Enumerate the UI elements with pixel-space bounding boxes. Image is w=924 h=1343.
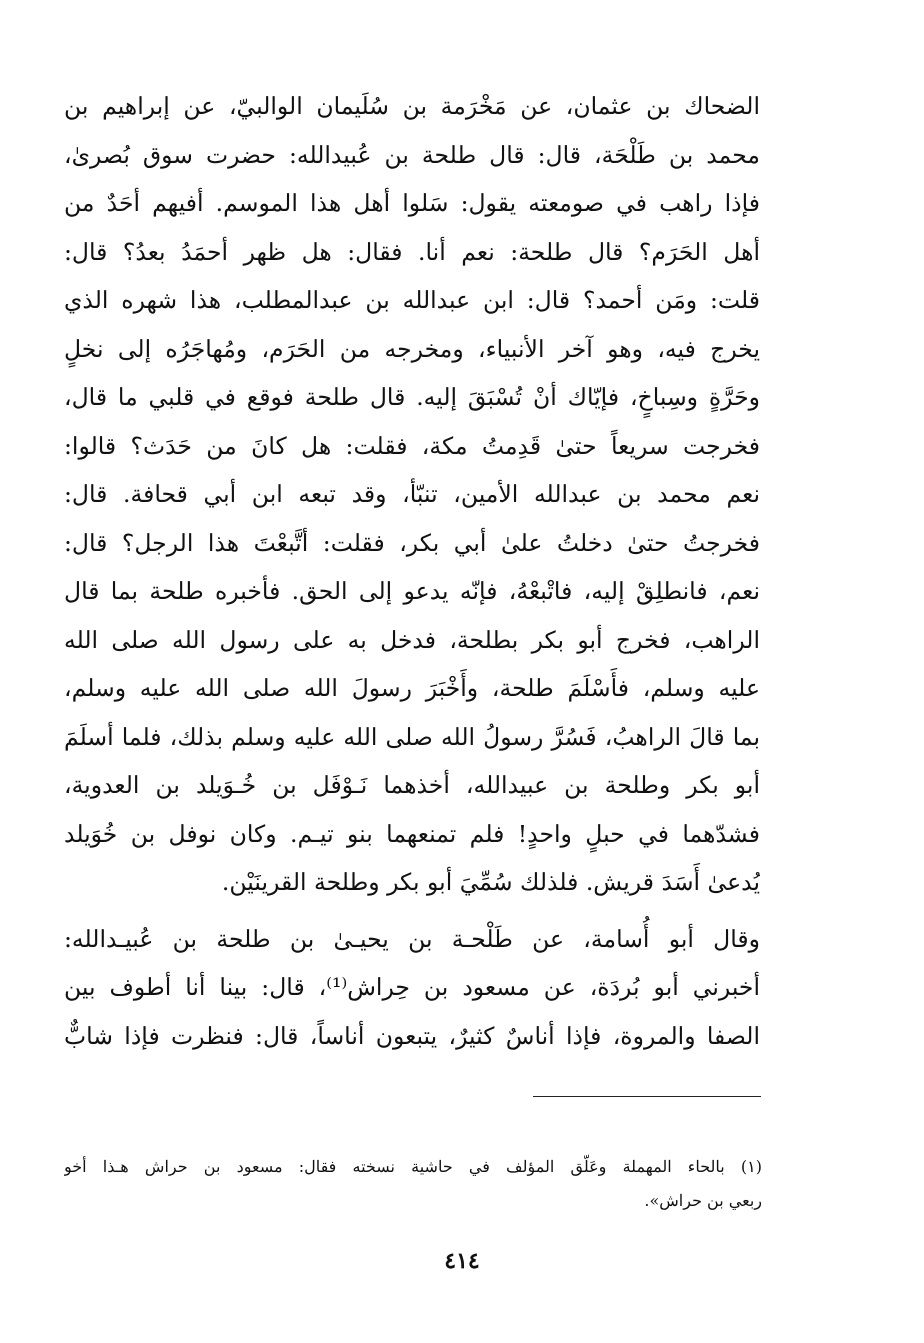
footnote-divider: [533, 1096, 761, 1097]
page-number: ٤١٤: [444, 1248, 480, 1274]
text-line: بما قالَ الراهبُ، فَسُرَّ رسولُ الله صلى الله عليه وسلم بذلك، فلما أسلَمَ: [64, 722, 760, 751]
paragraph: [64, 82, 760, 907]
footnote-line: ربعي بن حراش».: [644, 1191, 762, 1210]
text-line: الراهب، فخرج أبو بكر بطلحة، فدخل به على رسول الله صلى الله: [64, 625, 760, 654]
footnote: [64, 1150, 762, 1218]
text-line: محمد بن طَلْحَة، قال: قال طلحة بن عُبيدالله: حضرت سوق بُصرىٰ،: [64, 140, 760, 169]
text-line: أهل الحَرَم؟ قال طلحة: نعم أنا. فقال: هل ظهر أحمَدُ بعدُ؟ قال:: [64, 237, 760, 266]
text-line: وحَرَّةٍ وسِباخٍ، فإيّاك أنْ تُسْبَقَ إليه. قال طلحة فوقع في قلبي ما قال،: [64, 383, 760, 411]
text-line: نعم، فانطلِقْ إليه، فاتْبعْهُ، فإنّه يدعو إلى الحق. فأخبره طلحة بما قال: [64, 577, 760, 605]
text-line: قلت: ومَن أحمد؟ قال: ابن عبدالله بن عبدالمطلب، هذا شهره الذي: [64, 286, 760, 314]
text-line: فخرجت سريعاً حتىٰ قَدِمتُ مكة، فقلت: هل كانَ من حَدَث؟ قالوا:: [64, 431, 760, 460]
main-text: [64, 82, 760, 1060]
text-line: عليه وسلم، فأَسْلَمَ طلحة، وأَخْبَرَ رسولَ الله صلى الله عليه وسلم،: [64, 674, 760, 702]
text-line: فخرجتُ حتىٰ دخلتُ علىٰ أبي بكر، فقلت: أتَّبعْتَ هذا الرجل؟ قال:: [64, 528, 760, 557]
text-line: أخبرني أبو بُردَة، عن مسعود بن حِراش⁽¹⁾، قال: بينا أنا أطوف بين: [64, 973, 760, 1001]
text-line: فإذا راهب في صومعته يقول: سَلوا أهل هذا الموسم. أفيهم أحَدٌ من: [64, 189, 760, 217]
text-line: الصفا والمروة، فإذا أناسٌ كثيرٌ، يتبعون أناساً، قال: فنظرت فإذا شابٌّ: [64, 1021, 760, 1050]
text-line: يخرج فيه، وهو آخر الأنبياء، ومخرجه من الحَرَم، ومُهاجَرُه إلى نخلٍ: [64, 334, 760, 363]
text-line: نعم محمد بن عبدالله الأمين، تنبّأ، وقد تبعه ابن أبي قحافة. قال:: [64, 480, 760, 508]
text-line: يُدعىٰ أَسَدَ قريش. فلذلك سُمِّيَ أبو بكر وطلحة القرينَيْن.: [221, 868, 760, 896]
paragraph-gap: [64, 907, 760, 915]
paragraph: [64, 915, 760, 1061]
text-line: أبو بكر وطلحة بن عبيدالله، أخذهما نَـوْفَل بن خُـوَيلد بن العدوية،: [64, 771, 760, 799]
text-line: الضحاك بن عثمان، عن مَخْرَمة بن سُلَيمان الوالبيّ، عن إبراهيم بن: [64, 92, 760, 120]
text-line: وقال أبو أُسامة، عن طَلْحـة بن يحيـىٰ بن طلحة بن عُبيـدالله:: [64, 924, 760, 953]
footnote-line: (١) بالحاء المهملة وعَلّق المؤلف في حاشية نسخته فقال: مسعود بن حراش هـذا أخو: [64, 1157, 762, 1176]
text-line: فشدّهما في حبلٍ واحدٍ! فلم تمنعهما بنو تيـم. وكان نوفل بن خُوَيلد: [64, 819, 760, 848]
